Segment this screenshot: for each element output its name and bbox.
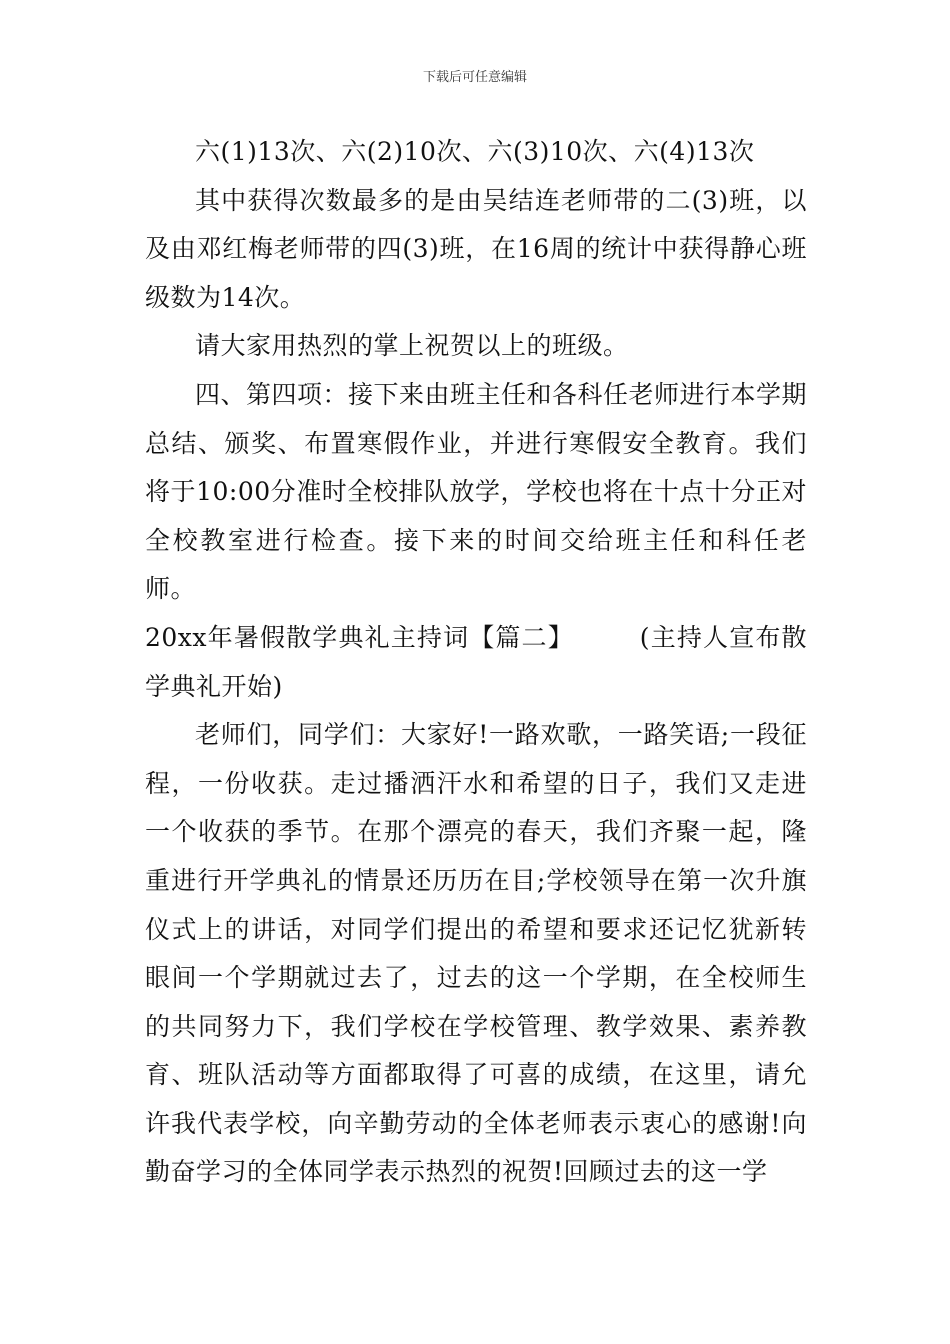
document-body [145,128,807,1197]
page-header: 下载后可任意编辑 [422,70,527,85]
paragraph-item-four: 四、第四项：接下来由班主任和各科任老师进行本学期总结、颁奖、布置寒假作业，并进行寒假安全教育。我们将于10:00分准时全校排队放学，学校也将在十点十分正对全校教室进行检查。接下来的时间交给班主任和科任老师。 [145,379,808,604]
paragraph-class-counts: 六(1)13次、六(2)10次、六(3)10次、六(4)13次 [195,137,755,166]
section-heading: 20xx年暑假散学典礼主持词【篇二】 (主持人宣布散学典礼开始) [145,622,807,701]
paragraph-opening-speech: 老师们，同学们：大家好!一路欢歌，一路笑语;一段征程，一份收获。走过播洒汗水和希望的日子，我们又走进一个收获的季节。在那个漂亮的春天，我们齐聚一起，隆重进行开学典礼的情景还历历在目;学校领导在第一次升旗仪式上的讲话，对同学们提出的希望和要求还记忆犹新转眼间一个学期就过去了，过去的这一个学期，在全校师生的共同努力下，我们学校在学校管理、教学效果、素养教育、班队活动等方面都取得了可喜的成绩，在这里，请允许我代表学校，向辛勤劳动的全体老师表示衷心的感谢!向勤奋学习的全体同学表示热烈的祝贺!回顾过去的这一学 [145,720,807,1187]
paragraph-top-classes: 其中获得次数最多的是由吴结连老师带的二(3)班，以及由邓红梅老师带的四(3)班，在16周的统计中获得静心班级数为14次。 [145,185,807,312]
paragraph-applause: 请大家用热烈的掌上祝贺以上的班级。 [195,331,629,361]
